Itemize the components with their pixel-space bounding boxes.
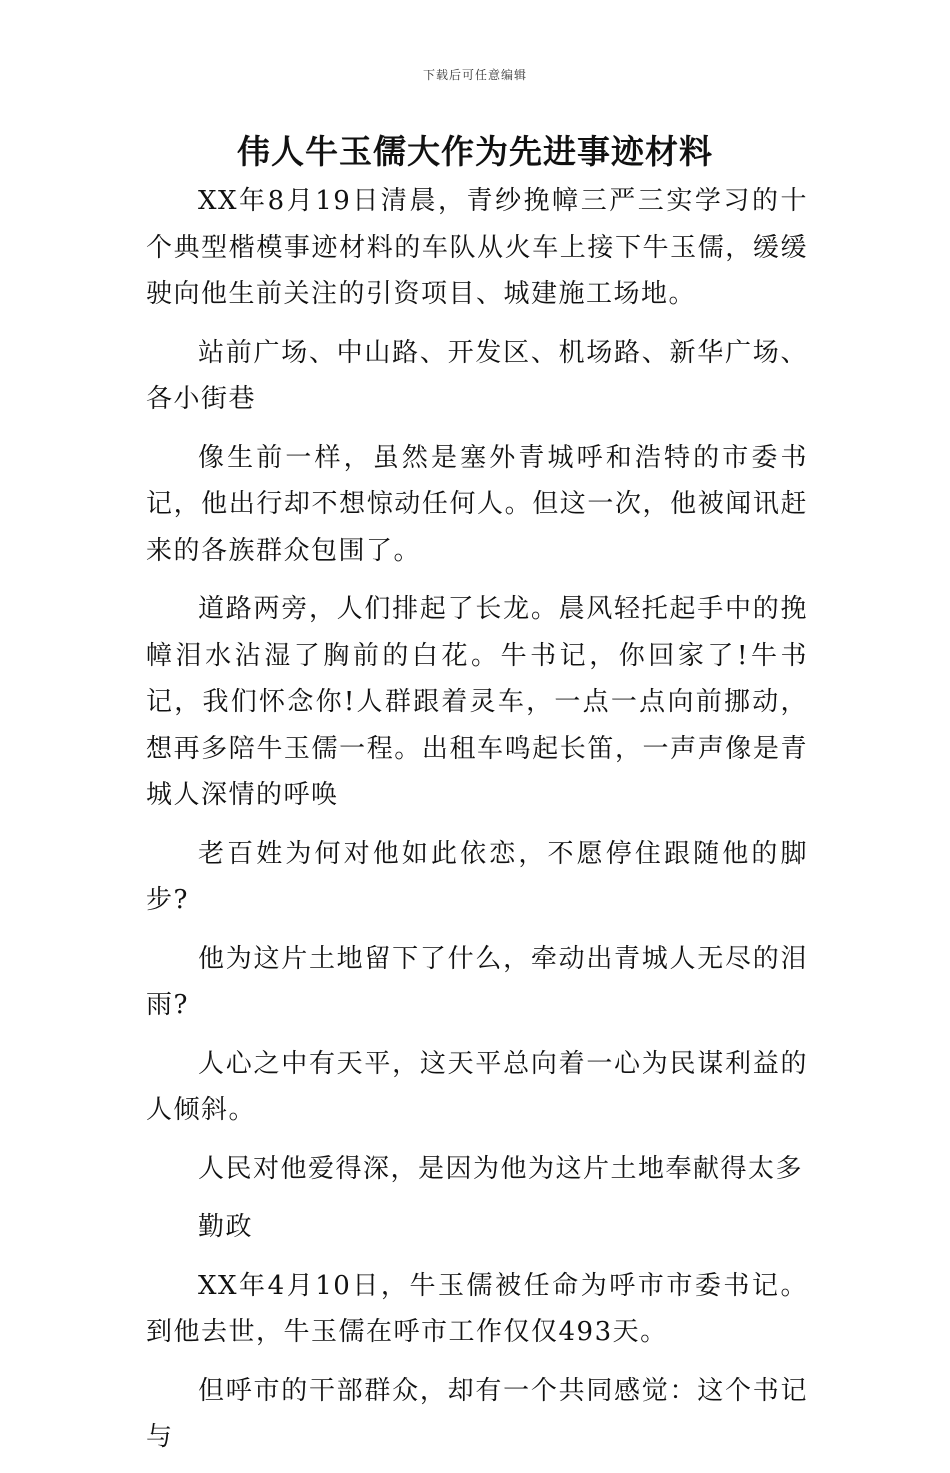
paragraph: 像生前一样，虽然是塞外青城呼和浩特的市委书记，他出行却不想惊动任何人。但这一次，他被闻讯赶来的各族群众包围了。 [146,442,808,566]
paragraph: XX年4月10日，牛玉儒被任命为呼市市委书记。到他去世，牛玉儒在呼市工作仅仅493天。 [146,1270,808,1347]
document-title: 伟人牛玉儒大作为先进事迹材料 [237,132,713,171]
section-heading: 勤政 [198,1212,254,1242]
header-note: 下载后可任意编辑 [422,68,527,82]
paragraph: 人民对他爱得深，是因为他为这片土地奉献得太多 [198,1153,804,1184]
paragraph: 老百姓为何对他如此依恋，不愿停住跟随他的脚步? [146,838,808,915]
paragraph: 但呼市的干部群众，却有一个共同感觉：这个书记与 [146,1375,808,1452]
paragraph: 他为这片土地留下了什么，牵动出青城人无尽的泪雨? [146,943,808,1020]
paragraph: 人心之中有天平，这天平总向着一心为民谋利益的人倾斜。 [146,1048,808,1125]
paragraph: 站前广场、中山路、开发区、机场路、新华广场、各小街巷 [146,337,808,414]
paragraph: 道路两旁，人们排起了长龙。晨风轻托起手中的挽幛泪水沾湿了胸前的白花。牛书记，你回家了!牛书记，我们怀念你!人群跟着灵车，一点一点向前挪动，想再多陪牛玉儒一程。出租车鸣起长笛，一声声像是青城人深情的呼唤 [146,594,808,810]
paragraph: XX年8月19日清晨，青纱挽幛三严三实学习的十个典型楷模事迹材料的车队从火车上接下牛玉儒，缓缓驶向他生前关注的引资项目、城建施工场地。 [146,186,808,309]
document-body [146,178,808,1473]
